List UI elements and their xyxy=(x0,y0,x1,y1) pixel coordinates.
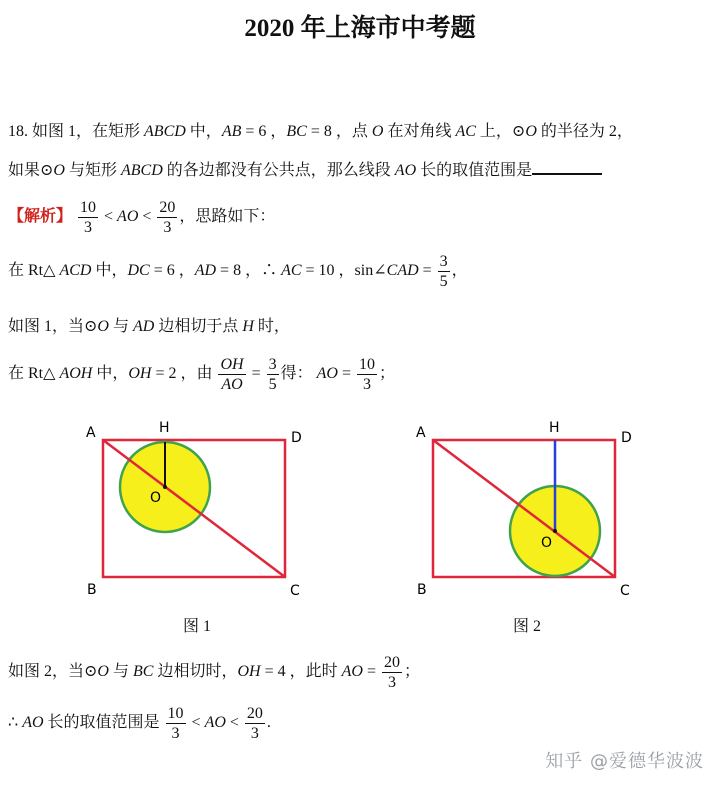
fig1-label-c: C xyxy=(290,583,300,599)
fig2-center-dot xyxy=(553,529,557,533)
fraction-3-5: $\frac{3}{5}$ xyxy=(439,253,448,290)
figure-2-caption: 图 2 xyxy=(513,618,542,635)
fraction-oh-ao: $\frac{OH}{AO}$ xyxy=(220,356,244,393)
watermark: 知乎 @爱德华波波 xyxy=(545,751,704,772)
solution-answer-line: 【解析】 $\frac{10}{3}$ < AO < $\frac{20}{3}$ ，思路如下： xyxy=(8,199,276,236)
fig2-label-d: D xyxy=(621,430,632,446)
fig2-label-o: O xyxy=(541,535,553,551)
problem-line-1: 18. 如图 1，在矩形 ABCD 中，AB = 6 ，BC = 8 ，点 O 在对角线 AC 上，⊙O 的半径为 2， xyxy=(8,123,633,140)
fig2-label-b: B xyxy=(417,582,427,598)
problem-line-2: 如果⊙O 与矩形 ABCD 的各边都没有公共点，那么线段 AO 长的取值范围是 xyxy=(8,159,602,181)
fig2-label-a: A xyxy=(416,425,426,441)
fraction-20-3: $\frac{20}{3}$ xyxy=(159,199,176,236)
fig2-label-h: H xyxy=(549,420,560,436)
fig1-center-dot xyxy=(163,485,167,489)
solution-step-3: 在 Rt△ AOH 中，OH = 2 ，由 $\frac{OH}{AO}$ = $\frac{3}{5}$ 得： AO = $\frac{10}{3}$ ； xyxy=(8,356,396,393)
figure-1 xyxy=(86,420,302,599)
figure-2 xyxy=(416,420,632,599)
answer-blank xyxy=(532,159,602,175)
fig1-label-h: H xyxy=(159,420,170,436)
fraction-20-3-b: $\frac{20}{3}$ xyxy=(383,654,400,691)
solution-step-1: 在 Rt△ ACD 中，DC = 6 ，AD = 8 ，∴ AC = 10 ，sin∠CAD = $\frac{3}{5}$ ， xyxy=(8,253,468,290)
solution-step-2: 如图 1，当⊙O 与 AD 边相切于点 H 时， xyxy=(8,318,290,335)
fraction-10-3-c: $\frac{10}{3}$ xyxy=(167,705,184,742)
fig1-label-d: D xyxy=(291,430,302,446)
solution-step-4: 如图 2，当⊙O 与 BC 边相切时，OH = 4 ，此时 AO = $\frac{20}{3}$ ； xyxy=(8,654,420,691)
fig1-label-a: A xyxy=(86,425,96,441)
figure-1-caption: 图 1 xyxy=(183,618,212,635)
fraction-20-3-c: $\frac{20}{3}$ xyxy=(246,705,263,742)
solution-conclusion: ∴ AO 长的取值范围是 $\frac{10}{3}$ < AO < $\frac{20}{3}$ . xyxy=(8,705,271,742)
fraction-10-3-b: $\frac{10}{3}$ xyxy=(359,356,375,393)
fig2-label-c: C xyxy=(620,583,630,599)
fraction-3-5-b: $\frac{3}{5}$ xyxy=(268,356,277,393)
fig1-label-b: B xyxy=(87,582,97,598)
fig1-label-o: O xyxy=(150,490,162,506)
figures xyxy=(0,410,720,640)
solution-label: 【解析】 xyxy=(8,208,73,226)
page-title: 2020 年上海市中考题 xyxy=(244,15,476,42)
fraction-10-3: $\frac{10}{3}$ xyxy=(80,199,97,236)
